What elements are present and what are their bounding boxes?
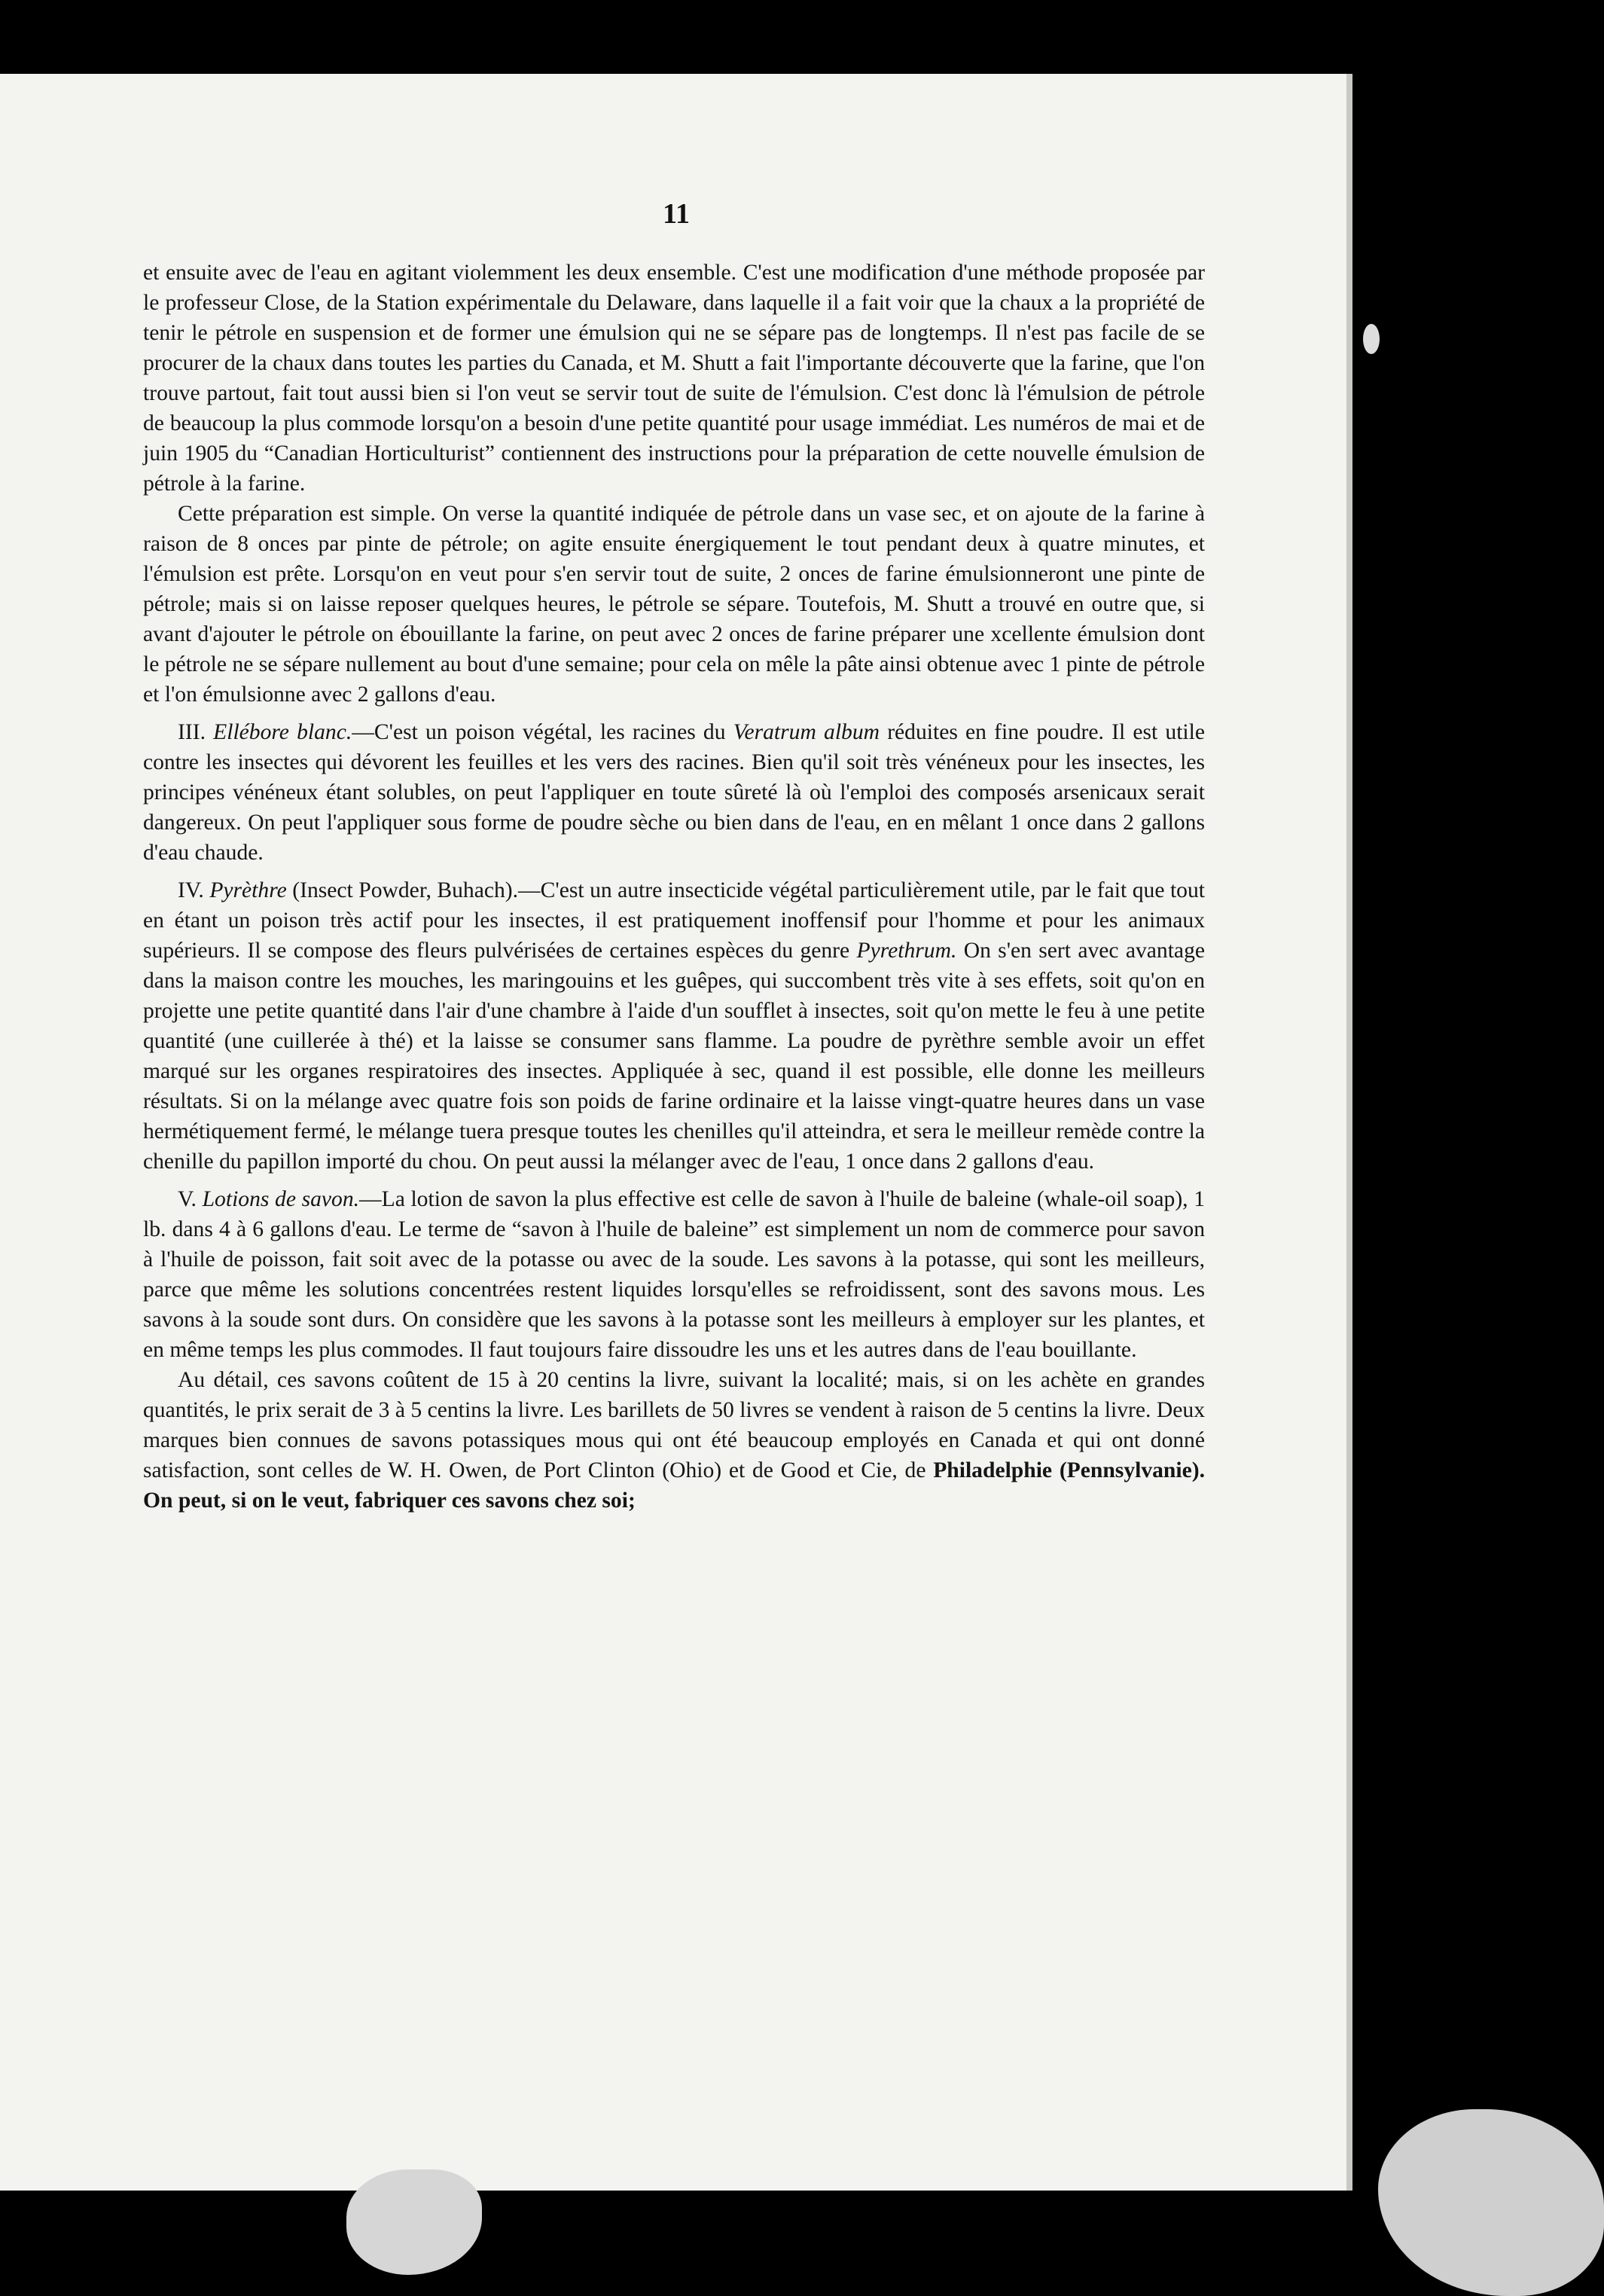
paragraph-text: —C'est un poison végétal, les racines du bbox=[352, 720, 733, 744]
section-number: IV. bbox=[178, 878, 210, 902]
section-title: Pyrèthre bbox=[209, 878, 287, 902]
section-number: III. bbox=[178, 720, 214, 744]
paragraph-6 bbox=[143, 1365, 1205, 1516]
paragraph-2: Cette préparation est simple. On verse la quantité indiquée de pétrole dans un vase sec, et on ajoute de la farine à raison de 8 onces par pinte de pétrole; on agite ensuite énergiquement le tout pendant deux à quatre minutes, et l'émulsion est prête. Lorsqu'on en veut pour s'en servir tout de suite, 2 onces de farine émulsionneront une pinte de pétrole; mais si on laisse reposer quelques heures, le pétrole se sépare. Toutefois, M. Shutt a trouvé en outre que, si avant d'ajouter le pétrole on ébouillante la farine, on peut avec 2 onces de farine préparer une xcellente émulsion dont le pétrole ne se sépare nullement au bout d'une semaine; pour cela on mêle la pâte ainsi obtenue avec 1 pinte de pétrole et l'on émulsionne avec 2 gallons d'eau. bbox=[143, 502, 1205, 707]
paragraph-bold-tail: Philadelphie (Pennsylvanie). On peut, si on le veut, fabriquer ces savons chez soi; bbox=[143, 1458, 1205, 1513]
scan-speck bbox=[1378, 2109, 1604, 2296]
italic-term: Veratrum album bbox=[733, 720, 880, 744]
section-number: V. bbox=[178, 1187, 203, 1211]
paragraph-text: —La lotion de savon la plus effective est celle de savon à l'huile de baleine (whale-oil soap), 1 lb. dans 4 à 6 gallons d'eau. Le terme de “savon à l'huile de baleine” est simplement un nom de commerce pour savon à l'huile de poisson, fait soit avec de la potasse ou avec de la soude. Les savons à la potasse, qui sont les meilleurs, parce que même les solutions concentrées restent liquides lorsqu'elles se refroidissent, sont des savons mous. Les savons à la soude sont durs. On considère que les savons à la potasse sont les meilleurs à employer sur les plantes, et en même temps les plus commodes. Il faut toujours faire dissoudre les uns et les autres dans de l'eau bouillante. bbox=[143, 1187, 1205, 1362]
paragraph-5 bbox=[143, 1184, 1205, 1365]
scan-speck bbox=[1363, 324, 1380, 354]
paragraph-text: (Insect Powder, Buhach).—C'est un autre insecticide végétal particulièrement utile, par le fait que tout en étant un poison très actif pour les insectes, il est pratiquement inoffensif pour l'homme et pour les animaux supérieurs. Il se compose des fleurs pulvérisées de certaines espèces du genre bbox=[143, 878, 1205, 963]
scan-speck bbox=[346, 2169, 482, 2275]
page-body bbox=[143, 258, 1205, 1516]
section-title: Lotions de savon. bbox=[202, 1187, 360, 1211]
paragraph-3 bbox=[143, 717, 1205, 868]
paragraph-4 bbox=[143, 875, 1205, 1177]
paragraph-1: et ensuite avec de l'eau en agitant violemment les deux ensemble. C'est une modification d'une méthode proposée par le professeur Close, de la Station expérimentale du Delaware, dans laquelle il a fait voir que la chaux a la propriété de tenir le pétrole en suspension et de former une émulsion qui ne se sépare pas de longtemps. Il n'est pas facile de se procurer de la chaux dans toutes les parties du Canada, et M. Shutt a fait l'importante découverte que la farine, que l'on trouve partout, fait tout aussi bien si l'on veut se servir tout de suite de l'émulsion. C'est donc là l'émulsion de pétrole de beaucoup la plus commode lorsqu'on a besoin d'une petite quantité pour usage immédiat. Les numéros de mai et de juin 1905 du “Canadian Horticulturist” contiennent des instructions pour la préparation de cette nouvelle émulsion de pétrole à la farine. bbox=[143, 261, 1205, 496]
paragraph-text: Au détail, ces savons coûtent de 15 à 20 centins la livre, suivant la localité; mais, si on les achète en grandes quantités, le prix serait de 3 à 5 centins la livre. Les barillets de 50 livres se vendent à raison de 5 centins la livre. Deux marques bien connues de savons potassiques mous qui ont été beaucoup employés en Canada et qui ont donné satisfaction, sont celles de W. H. Owen, de Port Clinton (Ohio) et de Good et Cie, de bbox=[143, 1368, 1205, 1482]
page-number: 11 bbox=[663, 198, 690, 230]
page-edge bbox=[1346, 74, 1352, 2191]
italic-term: Pyrethrum. bbox=[856, 939, 957, 963]
paragraph-text: On s'en sert avec avantage dans la maison contre les mouches, les maringouins et les guêpes, qui succombent très vite à ses effets, soit qu'on en projette une petite quantité dans l'air d'une chambre à l'aide d'un soufflet à insectes, soit qu'on mette le feu à une petite quantité (une cuillerée à thé) et la laisse se consumer sans flamme. La poudre de pyrèthre semble avoir un effet marqué sur les organes respiratoires des insectes. Appliquée à sec, quand il est possible, elle donne les meilleurs résultats. Si on la mélange avec quatre fois son poids de farine ordinaire et la laisse vingt-quatre heures dans un vase hermétiquement fermé, le mélange tuera presque toutes les chenilles qu'il atteindra, et sera le meilleur remède contre la chenille du papillon importé du chou. On peut aussi la mélanger avec de l'eau, 1 once dans 2 gallons d'eau. bbox=[143, 939, 1205, 1174]
section-title: Ellébore blanc. bbox=[213, 720, 352, 744]
paragraph-text: réduites en fine poudre. Il est utile contre les insectes qui dévorent les feuilles et les vers des racines. Bien qu'il soit très vénéneux pour les insectes, les principes vénéneux étant solubles, on peut l'appliquer en toute sûreté là où l'emploi des composés arsenicaux serait dangereux. On peut l'appliquer sous forme de poudre sèche ou bien dans de l'eau, en en mêlant 1 once dans 2 gallons d'eau chaude. bbox=[143, 720, 1205, 865]
